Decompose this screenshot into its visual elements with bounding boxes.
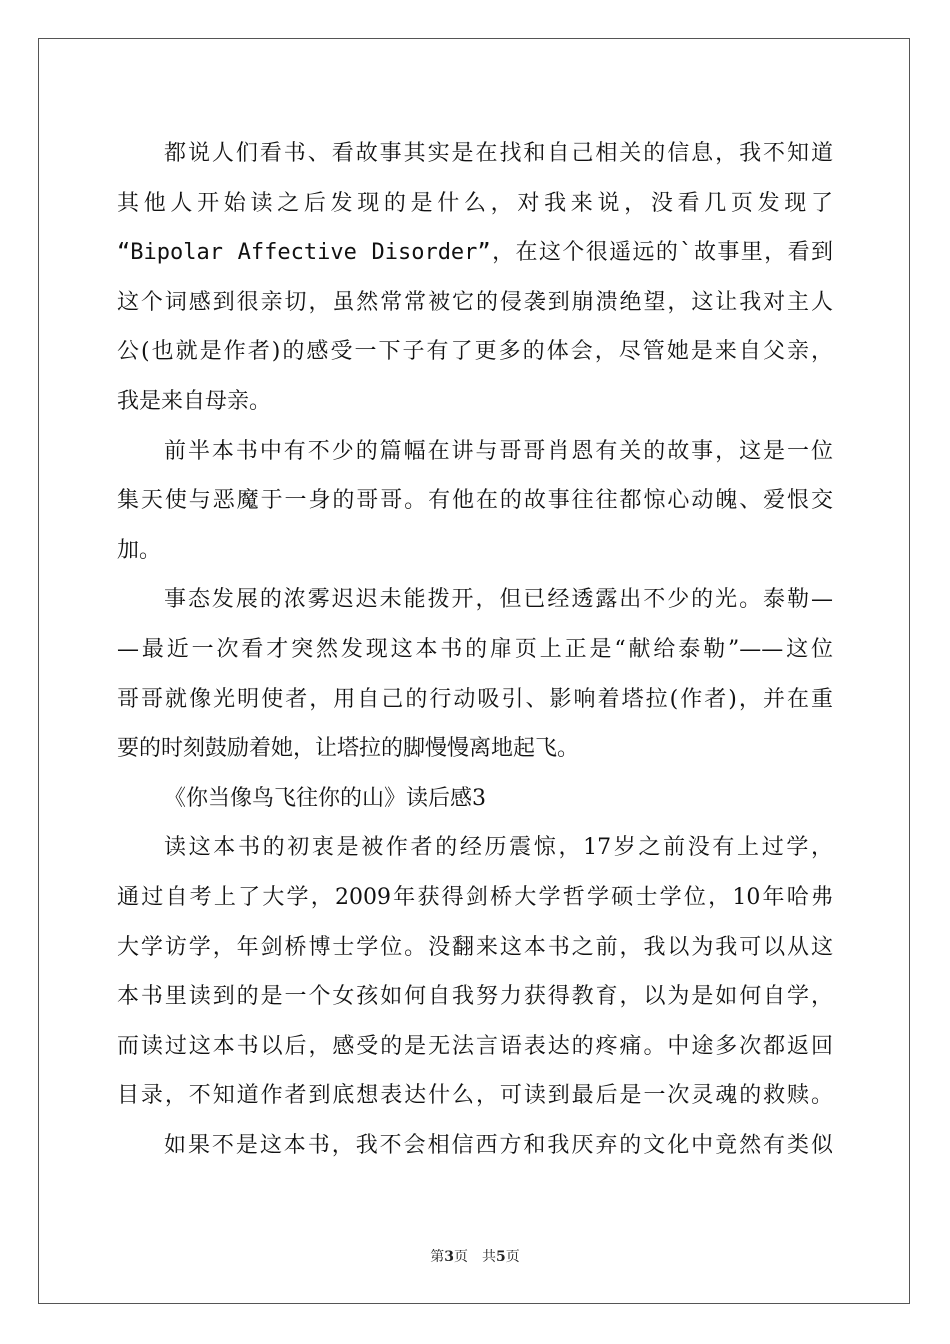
text-line: 要的时刻鼓励着她，让塔拉的脚慢慢离地起飞。 [117, 736, 580, 762]
text-line: 事态发展的浓雾迟迟未能拨开，但已经透露出不少的光。泰勒— [164, 587, 833, 613]
footer-page-mid: 页 共 [454, 1249, 496, 1265]
text-line: —最近一次看才突然发现这本书的扉页上正是“献给泰勒”——这位 [117, 636, 833, 662]
section-heading: 《你当像鸟飞往你的山》读后感3 [164, 785, 486, 811]
text-line: 其他人开始读之后发现的是什么，对我来说，没看几页发现了 [117, 190, 833, 216]
text-line: 而读过这本书以后，感受的是无法言语表达的疼痛。中途多次都返回 [117, 1033, 833, 1059]
text-line: “Bipolar Affective Disorder”，在这个很遥远的`故事里，看到 [117, 240, 833, 266]
text-line: 我是来自母亲。 [117, 388, 272, 414]
footer-page-suffix: 页 [505, 1249, 520, 1265]
footer-page-total: 5 [496, 1249, 506, 1265]
text-line: 哥哥就像光明使者，用自己的行动吸引、影响着塔拉(作者)，并在重 [117, 686, 833, 712]
footer-page-current: 3 [444, 1249, 454, 1265]
text-line: 这个词感到很亲切，虽然常常被它的侵袭到崩溃绝望，这让我对主人 [117, 289, 833, 315]
page-footer [0, 1246, 950, 1266]
text-line: 前半本书中有不少的篇幅在讲与哥哥肖恩有关的故事，这是一位 [164, 438, 833, 464]
text-line: 本书里读到的是一个女孩如何自我努力获得教育，以为是如何自学， [117, 984, 833, 1010]
text-line: 加。 [117, 537, 162, 563]
text-line: 如果不是这本书，我不会相信西方和我厌弃的文化中竟然有类似 [164, 1132, 833, 1158]
text-line: 通过自考上了大学，2009年获得剑桥大学哲学硕士学位，10年哈弗 [117, 884, 833, 910]
text-line: 都说人们看书、看故事其实是在找和自己相关的信息，我不知道 [164, 141, 833, 166]
body-text [117, 129, 833, 1170]
text-line: 读这本书的初衷是被作者的经历震惊，17岁之前没有上过学， [164, 835, 833, 861]
text-line: 集天使与恶魔于一身的哥哥。有他在的故事往往都惊心动魄、爱恨交 [117, 488, 833, 514]
text-line: 大学访学，年剑桥博士学位。没翻来这本书之前，我以为我可以从这 [117, 934, 833, 960]
text-line: 目录，不知道作者到底想表达什么，可读到最后是一次灵魂的救赎。 [117, 1083, 833, 1109]
text-line: 公(也就是作者)的感受一下子有了更多的体会，尽管她是来自父亲， [117, 339, 833, 365]
footer-page-prefix: 第 [430, 1249, 445, 1265]
